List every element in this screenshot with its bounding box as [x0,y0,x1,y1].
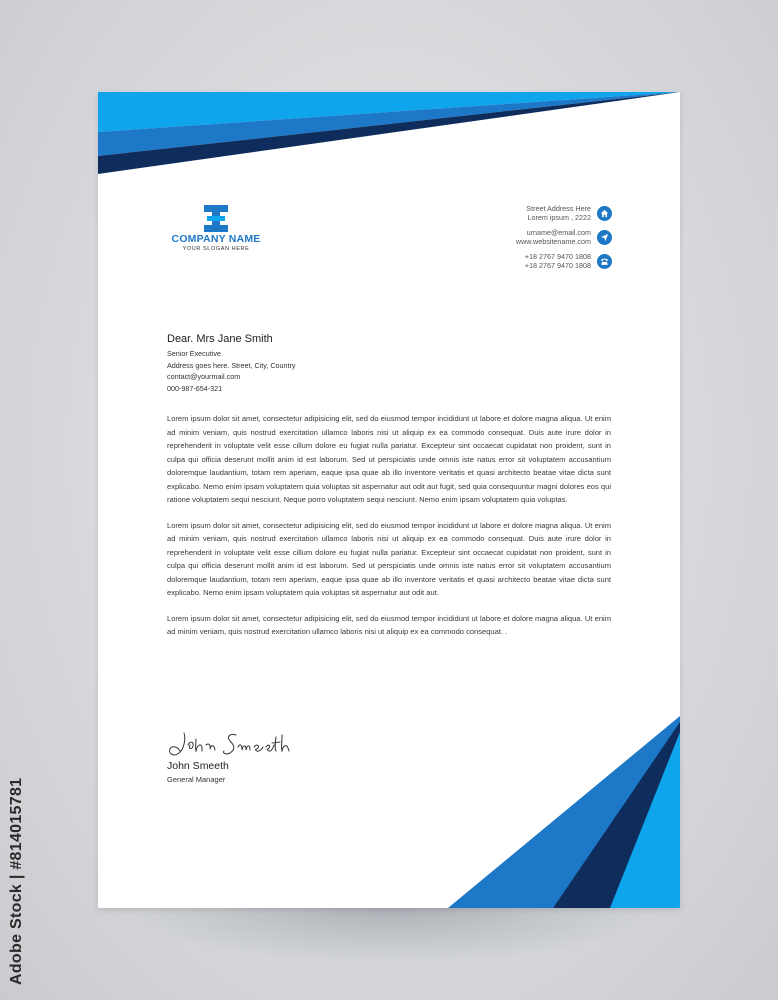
body-paragraph-3: Lorem ipsum dolor sit amet, consectetur adipisicing elit, sed do eiusmod tempor incididunt ut labore et dolore magna aliqua. Ut enim ad minim veniam, quis nostrud exercitation ullamco laboris nisi ut aliquip ex ea commodo consequat. . [167,613,611,636]
contact-address-row [412,204,612,222]
send-icon [597,230,612,245]
phone-1: +18 2767 9470 1808 [524,252,591,261]
contact-block [412,204,612,276]
recipient-salutation: Dear. Mrs Jane Smith [167,333,273,345]
contact-email-row [412,228,612,246]
recipient-block [167,333,467,394]
body-paragraph-2: Lorem ipsum dolor sit amet, consectetur adipisicing elit, sed do eiusmod tempor incididunt ut labore et dolore magna aliqua. Ut enim ad minim veniam, quis nostrud exercitation ullamco laboris nisi ut aliquip ex ea commodo consequat. Duis aute irure dolor in reprehenderit in voluptate velit esse cillum dolore eu fugiat nulla pariatur. Excepteur sint occaecat cupidatat non proident, sunt in culpa qui officia deserunt mollit anim id est laborum. Sed ut perspiciatis unde omnis iste natus error sit voluptatem accusantium doloremque laudantium, totam rem aperiam, eaque ipsa quae ab illo inventore veritatis et quasi architecto beatae vitae dicta sunt explicabo. Nemo enim ipsam voluptatem quia voluptas sit aspernatur aut odit aut. [167,520,611,597]
handwritten-signature [164,725,299,761]
address-line1: Street Address Here [526,204,591,213]
contact-phone-row [412,252,612,270]
letterhead-page [98,92,680,908]
signer-title: General Manager [167,775,226,784]
signer-name: John Smeeth [167,760,229,772]
contact-email: urname@email.com [526,228,591,237]
letter-body [167,412,611,651]
recipient-phone: 000-987-654-321 [167,383,223,393]
company-logo [166,205,266,252]
company-slogan: YOUR SLOGAN HERE [182,246,250,252]
phone-2: +18 2767 9470 1808 [524,261,591,270]
company-logo-mark-icon [204,205,228,232]
phone-icon [597,254,612,269]
home-icon [597,206,612,221]
company-name: COMPANY NAME [171,233,261,245]
recipient-email: contact@yourmail.com [167,372,241,381]
body-paragraph-1: Lorem ipsum dolor sit amet, consectetur adipisicing elit, sed do eiusmod tempor incididunt ut labore et dolore magna aliqua. Ut enim ad minim veniam, quis nostrud exercitation ullamco laboris nisi ut aliquip ex ea commodo consequat. Duis aute irure dolor in reprehenderit in voluptate velit esse cillum dolore eu fugiat nulla pariatur. Excepteur sint occaecat cupidatat non proident, sunt in culpa qui officia deserunt mollit anim id est laborum. Sed ut perspiciatis unde omnis iste natus error sit voluptatem accusantium doloremque laudantium, totam rem aperiam, eaque ipsa quae ab illo inventore veritatis et quasi architecto beatae vitae dicta sunt explicabo. Nemo enim ipsam voluptatem quia voluptas sit aspernatur aut odit aut fugit, sed quia consequuntur magni dolores eos qui ratione voluptatem sequi nesciunt. Neque porro voluptatem sequi nesciunt. Nemo enim ipsam voluptatem quia voluptas. [167,414,611,504]
contact-website: www.websitename.com [515,237,591,246]
page-reflection [120,905,660,965]
recipient-title: Senior Executive [167,349,221,358]
recipient-address: Address goes here. Street, City, Country [167,360,296,370]
stock-id-label: Adobe Stock | #814015781 [8,777,25,985]
address-line2: Lorem ipsum , 2222 [527,213,591,222]
